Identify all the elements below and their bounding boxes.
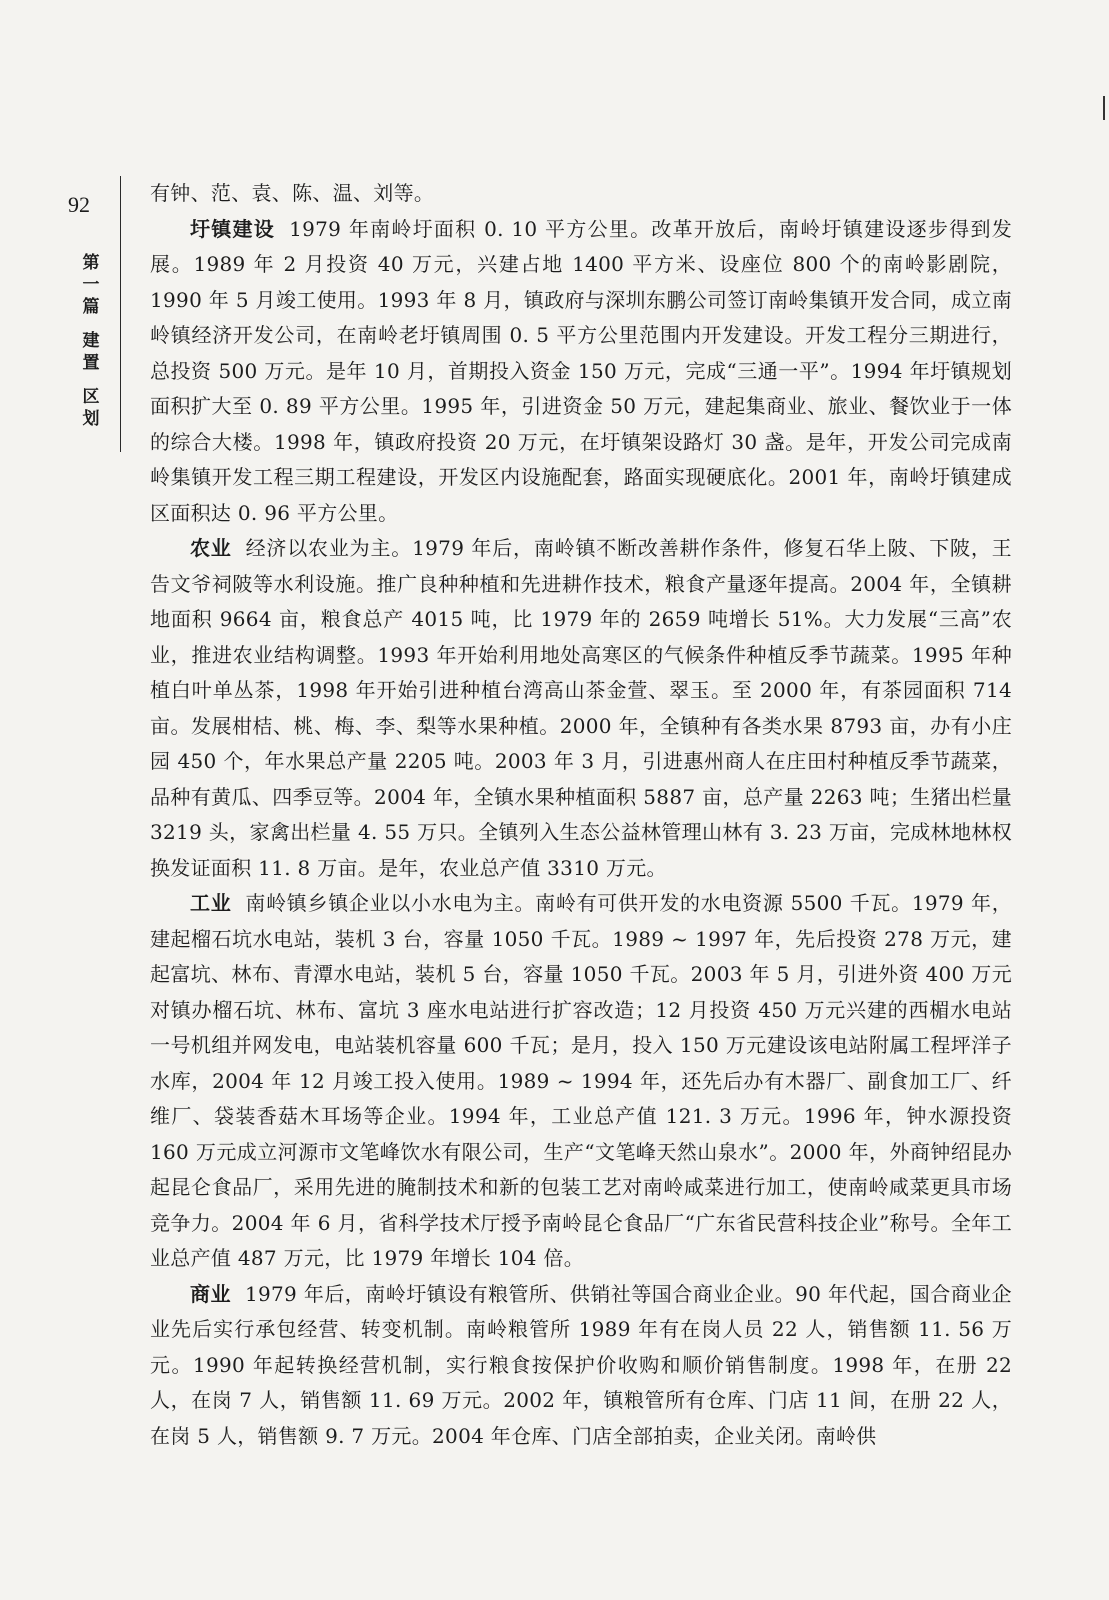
section-term: 商业 — [190, 1281, 231, 1306]
edge-mark — [1103, 96, 1105, 120]
paragraph-industry — [150, 886, 1012, 1277]
paragraph-continuation — [150, 176, 1012, 212]
side-title-char: 第 — [82, 253, 100, 273]
side-title-char: 一 — [82, 275, 100, 295]
paragraph-text: 1979 年后，南岭圩镇设有粮管所、供销社等国合商业企业。90 年代起，国合商业企业先后实行承包经营、转变机制。南岭粮管所 1989 年有在岗人员 22 人，销售额 11. 56 万元。1990 年起转换经营机制，实行粮食按保护价收购和顺价销售制度。1998 年，在册 22 人，在岗 7 人，销售额 11. 69 万元。2002 年，镇粮管所有仓库、门店 11 间，在册 22 人，在岗 5 人，销售额 9. 7 万元。2004 年仓库、门店全部拍卖，企业关闭。南岭供 — [150, 1281, 1012, 1448]
paragraph-text: 经济以农业为主。1979 年后，南岭镇不断改善耕作条件，修复石华上陂、下陂，王告文爷祠陂等水利设施。推广良种种植和先进耕作技术，粮食产量逐年提高。2004 年，全镇耕地面积 9664 亩，粮食总产 4015 吨，比 1979 年的 2659 吨增长 51%。大力发展“三高”农业，推进农业结构调整。1993 年开始利用地处高寒区的气候条件种植反季节蔬菜。1995 年种植白叶单丛茶，1998 年开始引进种植台湾高山茶金萱、翠玉。至 2000 年，有茶园面积 714 亩。发展柑桔、桃、梅、李、梨等水果种植。2000 年，全镇种有各类水果 8793 亩，办有小庄园 450 个，年水果总产量 2205 吨。2003 年 3 月，引进惠州商人在庄田村种植反季节蔬菜，品种有黄瓜、四季豆等。2004 年，全镇水果种植面积 5887 亩，总产量 2263 吨；生猪出栏量 3219 头，家禽出栏量 4. 55 万只。全镇列入生态公益林管理山林有 3. 23 万亩，完成林地林权换发证面积 11. 8 万亩。是年，农业总产值 3310 万元。 — [150, 536, 1012, 880]
side-title-char: 划 — [82, 409, 100, 429]
paragraph-text: 1979 年南岭圩面积 0. 10 平方公里。改革开放后，南岭圩镇建设逐步得到发展。1989 年 2 月投资 40 万元，兴建占地 1400 平方米、设座位 800 个的南岭影剧院，1990 年 5 月竣工使用。1993 年 8 月，镇政府与深圳东鹏公司签订南岭集镇开发合同，成立南岭镇经济开发公司，在南岭老圩镇周围 0. 5 平方公里范围内开发建设。开发工程分三期进行，总投资 500 万元。是年 10 月，首期投入资金 150 万元，完成“三通一平”。1994 年圩镇规划面积扩大至 0. 89 平方公里。1995 年，引进资金 50 万元，建起集商业、旅业、餐饮业于一体的综合大楼。1998 年，镇政府投资 20 万元，在圩镇架设路灯 30 盏。是年，开发公司完成南岭集镇开发工程三期工程建设，开发区内设施配套，路面实现硬底化。2001 年，南岭圩镇建成区面积达 0. 96 平方公里。 — [150, 216, 1013, 525]
page-number: 92 — [68, 192, 90, 217]
side-title-char: 置 — [82, 353, 100, 373]
side-title-char: 建 — [82, 331, 100, 351]
section-term: 圩镇建设 — [190, 216, 276, 241]
chapter-side-title — [76, 252, 106, 430]
margin-rule — [120, 176, 121, 452]
body-text — [150, 176, 1012, 1454]
paragraph-town-construction — [150, 212, 1012, 532]
side-title-gap — [76, 318, 106, 330]
side-title-char: 区 — [82, 387, 100, 407]
paragraph-commerce — [150, 1277, 1012, 1455]
section-term: 农业 — [190, 536, 232, 560]
section-term: 工业 — [190, 891, 232, 915]
paragraph-text: 南岭镇乡镇企业以小水电为主。南岭有可供开发的水电资源 5500 千瓦。1979 年，建起榴石坑水电站，装机 3 台，容量 1050 千瓦。1989 ~ 1997 年，先后投资 278 万元，建起富坑、林布、青潭水电站，装机 5 台，容量 1050 千瓦。2003 年 5 月，引进外资 400 万元对镇办榴石坑、林布、富坑 3 座水电站进行扩容改造；12 月投资 450 万元兴建的西楣水电站一号机组并网发电，电站装机容量 600 千瓦；是月，投入 150 万元建设该电站附属工程坪洋子水库，2004 年 12 月竣工投入使用。1989 ~ 1994 年，还先后办有木器厂、副食加工厂、纤维厂、袋装香菇木耳场等企业。1994 年，工业总产值 121. 3 万元。1996 年，钟水源投资 160 万元成立河源市文笔峰饮水有限公司，生产“文笔峰天然山泉水”。2000 年，外商钟绍昆办起昆仑食品厂，采用先进的腌制技术和新的包装工艺对南岭咸菜进行加工，使南岭咸菜更具市场竞争力。2004 年 6 月，省科学技术厅授予南岭昆仑食品厂“广东省民营科技企业”称号。全年工业总产值 487 万元，比 1979 年增长 104 倍。 — [150, 891, 1013, 1270]
paragraph-agriculture — [150, 531, 1012, 886]
side-title-gap — [76, 374, 106, 386]
side-title-char: 篇 — [82, 297, 100, 317]
paragraph-text: 有钟、范、袁、陈、温、刘等。 — [150, 181, 435, 205]
